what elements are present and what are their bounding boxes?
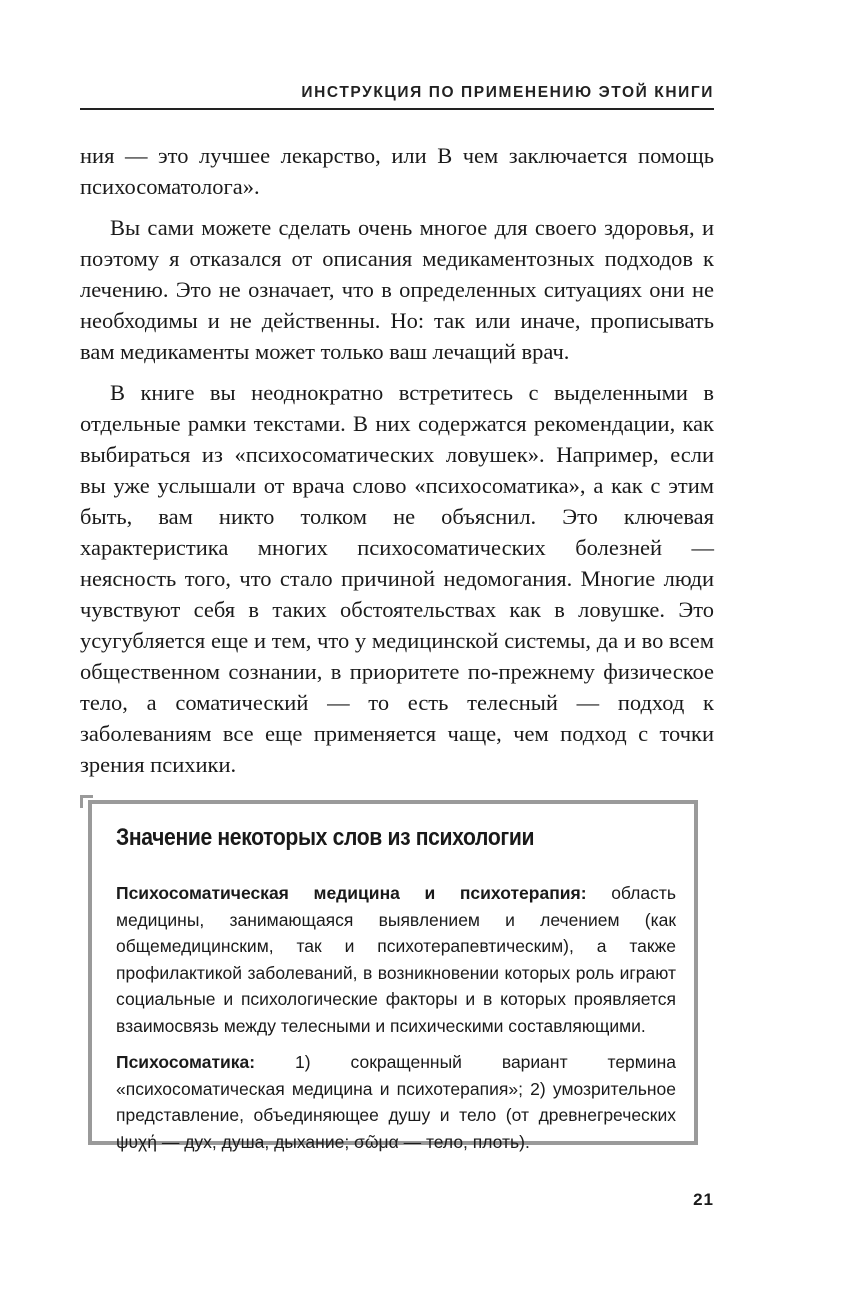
glossary-term: Психосоматика: bbox=[116, 1052, 256, 1072]
page-number: 21 bbox=[693, 1190, 714, 1209]
glossary-entry bbox=[116, 1049, 676, 1155]
paragraph-3: В книге вы неоднократно встретитесь с выделенными в отдельные рамки текстами. В них содержатся рекомендации, как выбираться из «психосоматических ловушек». Например, если вы уже услышали от врача слово «психосоматика», а как с этим быть, вам никто толком не объяснил. Это ключевая характеристика многих психосоматических болезней — неясность того, что стало причиной недомогания. Многие люди чувствуют себя в таких обстоятельствах как в ловушке. Это усугубляется еще и тем, что у медицинской системы, да и во всем общественном сознании, в приоритете по-прежнему физическое тело, а соматический — то есть телесный — подход к заболеваниям все еще применяется чаще, чем подход с точки зрения психики. bbox=[80, 380, 714, 777]
paragraph-1: ния — это лучшее лекарство, или В чем заключается помощь психосоматолога». bbox=[80, 143, 714, 199]
running-header: ИНСТРУКЦИЯ ПО ПРИМЕНЕНИЮ ЭТОЙ КНИГИ bbox=[301, 84, 714, 101]
glossary-definition: область медицины, занимающаяся выявлением и лечением (как общемедицинским, так и психотерапевтическим), а также профилактикой заболеваний, в возникновении которых роль играют социальные и психологические факторы и в которых проявляется взаимосвязь между телесными и психическими составляющими. bbox=[116, 883, 676, 1036]
glossary-title: Значение некоторых слов из психологии bbox=[116, 824, 535, 851]
glossary-term: Психосоматическая медицина и психотерапия: bbox=[116, 883, 587, 903]
glossary-box bbox=[88, 800, 698, 1152]
header-divider bbox=[80, 108, 714, 110]
paragraph-2: Вы сами можете сделать очень многое для своего здоровья, и поэтому я отказался от описания медикаментозных подходов к лечению. Это не означает, что в определенных ситуациях они не необходимы и не действенны. Но: так или иначе, прописывать вам медикаменты может только ваш лечащий врач. bbox=[80, 215, 714, 364]
glossary-entry bbox=[116, 880, 676, 1039]
main-text bbox=[80, 140, 714, 790]
glossary-definition: 1) сокращенный вариант термина «психосоматическая медицина и психотерапия»; 2) умозрительное представление, объединяющее душу и тело (от древнегреческих ψυχή — дух, душа, дыхание; σῶμα — тело, плоть). bbox=[116, 1052, 676, 1152]
